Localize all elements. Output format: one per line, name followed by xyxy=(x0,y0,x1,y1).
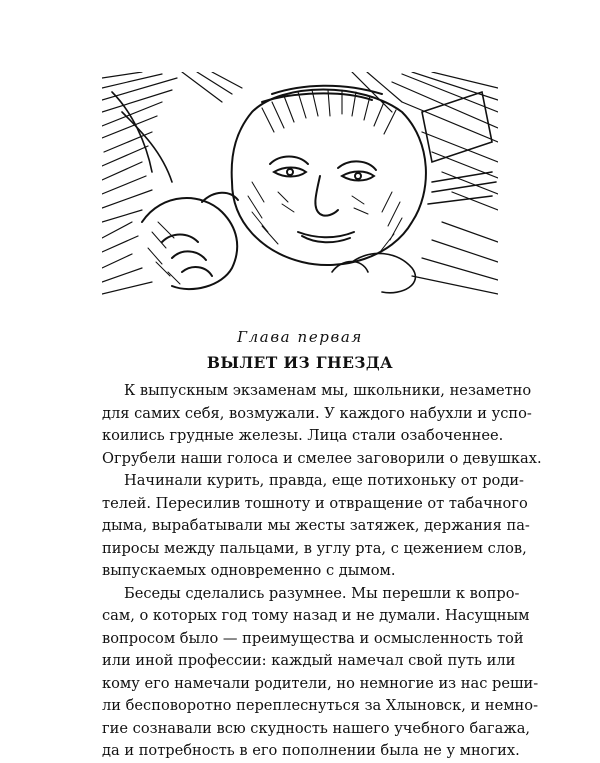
text-line: да и потребность в его пополнении была не у многих. xyxy=(102,742,520,759)
text-line: выпускаемых одновременно с дымом. xyxy=(102,562,396,579)
chapter-body xyxy=(102,380,542,763)
text-line: К выпускным экзаменам мы, школьники, незаметно xyxy=(124,382,532,399)
text-line: телей. Пересилив тошноту и отвращение от табачного xyxy=(102,494,528,512)
text-line: кому его намечали родители, но немногие из нас реши- xyxy=(102,674,539,692)
ink-drawing-icon xyxy=(102,72,498,298)
text-line: Начинали курить, правда, еще потихоньку от роди- xyxy=(124,472,524,489)
hand-drawing xyxy=(142,193,238,289)
text-line: Беседы сделались разумнее. Мы перешли к вопро- xyxy=(124,584,520,602)
text-line: Огрубели наши голоса и смелее заговорили о девушках. xyxy=(102,449,542,467)
chapter-number-label: Глава первая xyxy=(237,328,363,346)
chapter-illustration xyxy=(102,72,498,298)
text-line: сам, о которых год тому назад и не думали. Насущным xyxy=(102,607,530,624)
text-line: вопросом было — преимущества и осмысленность той xyxy=(102,629,524,647)
text-line: коились грудные железы. Лица стали озабоченнее. xyxy=(102,427,504,444)
text-line: для самих себя, возмужали. У каждого набухли и успо- xyxy=(102,404,532,422)
chapter-title: ВЫЛЕТ ИЗ ГНЕЗДА xyxy=(206,353,394,372)
text-line: дыма, вырабатывали мы жесты затяжек, держания па- xyxy=(102,517,530,534)
paragraph xyxy=(102,380,542,470)
paragraph xyxy=(102,470,530,583)
paragraph xyxy=(102,583,539,763)
text-line: или иной профессии: каждый намечал свой путь или xyxy=(102,652,516,669)
text-line: ли бесповоротно переплеснуться за Хлыновск, и немно- xyxy=(102,697,539,714)
text-line: гие сознавали всю скудность нашего учебного багажа, xyxy=(102,719,531,737)
text-line: пиросы между пальцами, в углу рта, с цежением слов, xyxy=(102,539,527,557)
hand-shading xyxy=(148,222,180,284)
